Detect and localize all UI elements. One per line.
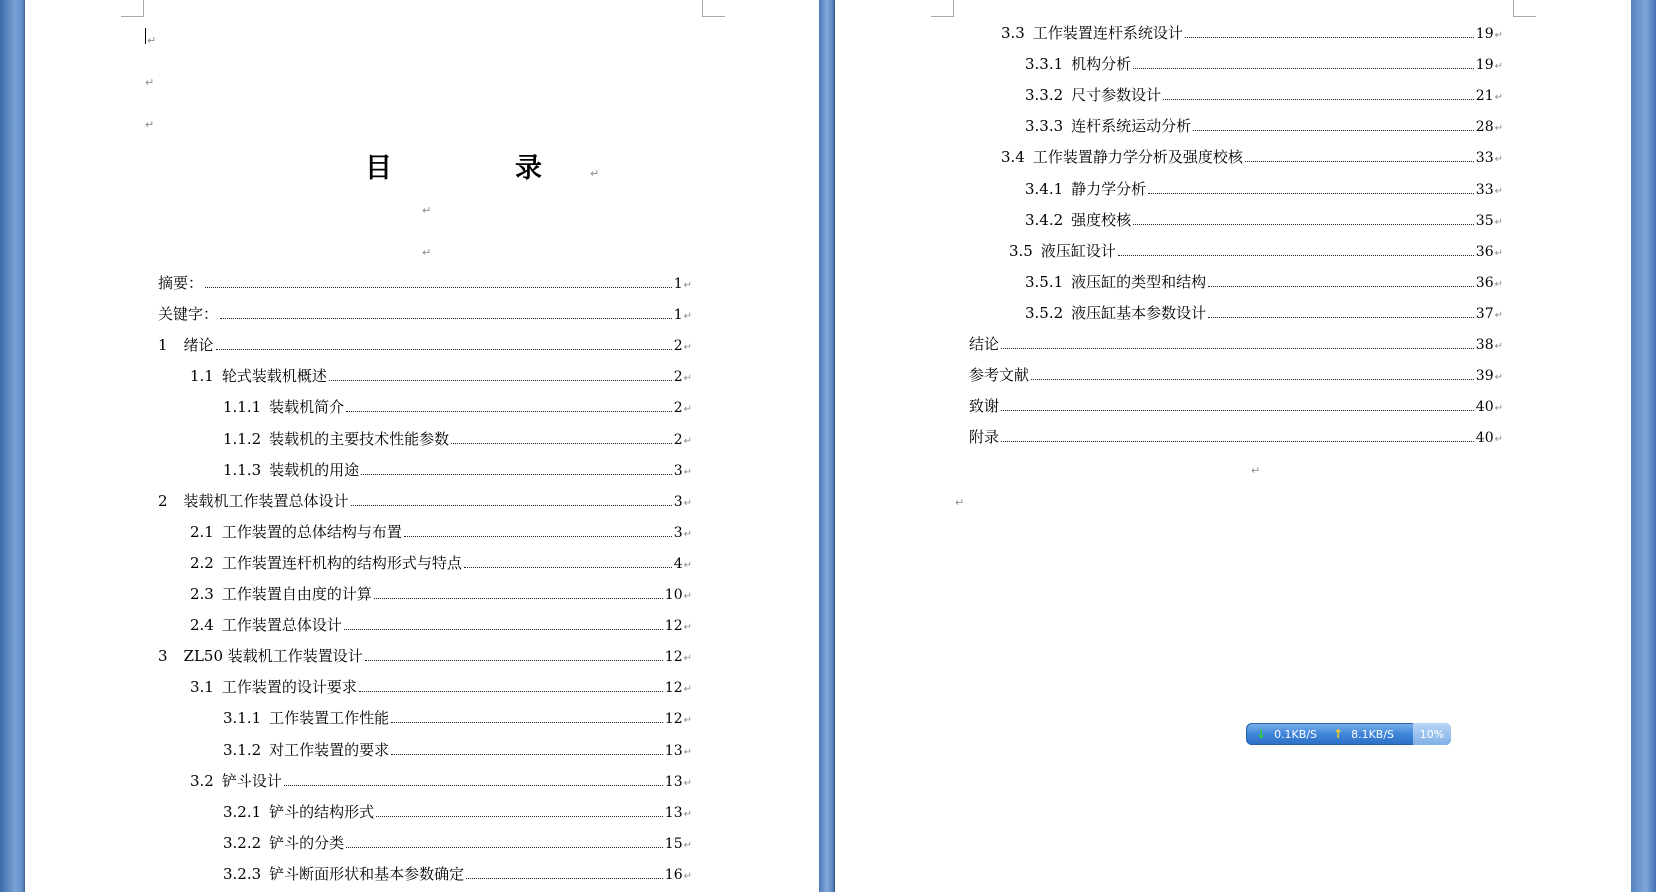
toc-entry-title: 液压缸设计: [1040, 241, 1116, 260]
toc-entry-page: 3: [673, 524, 683, 541]
toc-entry[interactable]: [1025, 209, 1503, 231]
toc-entry[interactable]: [158, 334, 692, 356]
toc-entry-title: 工作装置总体设计: [221, 616, 342, 635]
toc-entry-title: 静力学分析: [1071, 179, 1147, 198]
toc-entry-page: 4: [673, 555, 683, 572]
paragraph-mark: ↵: [683, 653, 692, 665]
paragraph-mark: ↵: [683, 435, 692, 447]
paragraph-mark: ↵: [955, 496, 965, 509]
toc-entry-page: 21: [1475, 88, 1494, 105]
toc-entry-title: 工作装置连杆系统设计: [1032, 24, 1183, 42]
toc-entry-title: 工作装置的设计要求: [221, 678, 357, 697]
paragraph-mark: ↵: [590, 167, 600, 180]
toc-entry-title: 结论: [969, 335, 1000, 353]
toc-entry-page: 39: [1475, 368, 1494, 385]
toc-entry[interactable]: [1009, 240, 1503, 262]
toc-entry-number: 3.5.2: [1025, 303, 1064, 322]
paragraph-mark: ↵: [1494, 30, 1503, 41]
toc-entry-page: 13: [664, 773, 683, 790]
download-speed-value: 0.1KB/S: [1274, 727, 1318, 741]
toc-entry[interactable]: [190, 583, 692, 605]
toc-entry[interactable]: [190, 676, 692, 698]
toc-entry[interactable]: [223, 459, 692, 481]
toc-entry-title: 工作装置连杆机构的结构形式与特点: [221, 553, 462, 572]
toc-dot-leader: [1193, 130, 1474, 131]
toc-entry-title: 铲斗的结构形式: [269, 802, 375, 821]
paragraph-mark: ↵: [1494, 216, 1503, 228]
arrow-down-icon: ↓: [1256, 727, 1267, 741]
paragraph-mark: ↵: [683, 684, 692, 696]
toc-entry[interactable]: [190, 521, 692, 543]
toc-entry[interactable]: [158, 645, 692, 667]
toc-entry-page: 36: [1475, 243, 1494, 260]
paragraph-mark: ↵: [683, 622, 692, 634]
toc-entry-number: 3.2: [190, 771, 214, 790]
toc-dot-leader: [1163, 99, 1474, 100]
document-page-right[interactable]: [835, 0, 1631, 892]
toc-entry-number: 3.1: [190, 678, 214, 697]
toc-entry-page: 19: [1475, 26, 1494, 42]
toc-entry-number: 1.1.2: [223, 429, 262, 448]
toc-entry-page: 15: [664, 835, 683, 852]
workspace-gutter-left: [0, 0, 25, 892]
toc-list-right: [835, 0, 1631, 892]
toc-dot-leader: [464, 567, 672, 568]
document-page-left[interactable]: [25, 0, 819, 892]
toc-entry[interactable]: [190, 365, 692, 387]
toc-dot-leader: [1208, 286, 1474, 287]
toc-entry-page: 13: [664, 804, 683, 821]
toc-dot-leader: [391, 754, 663, 755]
arrow-up-icon: ↑: [1333, 727, 1344, 741]
paragraph-mark: ↵: [683, 466, 692, 478]
toc-dot-leader: [1208, 317, 1474, 318]
toc-dot-leader: [220, 318, 672, 319]
toc-dot-leader: [361, 474, 672, 475]
paragraph-mark: ↵: [1494, 434, 1503, 446]
toc-entry-page: 12: [664, 711, 683, 728]
paragraph-mark: ↵: [1494, 309, 1503, 321]
toc-entry[interactable]: [223, 428, 692, 450]
toc-entry-title: 工作装置自由度的计算: [221, 585, 372, 603]
toc-entry-number: 3.2.2: [223, 833, 262, 852]
toc-entry[interactable]: [158, 303, 692, 325]
paragraph-mark: ↵: [683, 777, 692, 789]
toc-entry-title: 工作装置静力学分析及强度校核: [1032, 148, 1243, 167]
paragraph-mark: ↵: [683, 311, 692, 323]
toc-entry-number: 3.1.2: [223, 740, 262, 759]
toc-entry-number: 2.1: [190, 522, 214, 541]
toc-entry-page: 13: [664, 742, 683, 759]
toc-entry-page: 3: [673, 493, 683, 510]
toc-entry[interactable]: [223, 707, 692, 729]
paragraph-mark: ↵: [683, 808, 692, 820]
toc-entry-page: 37: [1475, 305, 1494, 322]
toc-entry-page: 1: [673, 307, 683, 324]
toc-entry[interactable]: [1025, 302, 1503, 324]
toc-dot-leader: [344, 629, 663, 630]
toc-entry-page: 19: [1475, 57, 1494, 74]
toc-entry[interactable]: [158, 272, 692, 294]
paragraph-mark: ↵: [1494, 154, 1503, 166]
toc-entry-page: 3: [673, 462, 683, 479]
paragraph-mark: ↵: [1494, 123, 1503, 135]
toc-entry[interactable]: [158, 490, 692, 512]
toc-entry[interactable]: [1001, 22, 1503, 44]
toc-entry-title: 液压缸的类型和结构: [1071, 272, 1207, 291]
toc-entry-page: 16: [664, 866, 683, 883]
toc-dot-leader: [365, 660, 663, 661]
toc-entry-page: 2: [673, 431, 683, 448]
toc-dot-leader: [346, 411, 672, 412]
toc-entry-title: 附录: [969, 428, 1000, 447]
paragraph-mark: ↵: [683, 746, 692, 758]
toc-entry-number: 3.2.1: [223, 802, 262, 821]
paragraph-mark: ↵: [422, 246, 432, 259]
toc-entry-title: ZL50 装载机工作装置设计: [183, 647, 363, 666]
toc-entry[interactable]: [190, 552, 692, 574]
toc-entry-page: 12: [664, 618, 683, 635]
toc-dot-leader: [1133, 68, 1474, 69]
paragraph-mark: ↵: [683, 715, 692, 727]
toc-entry[interactable]: [969, 395, 1503, 417]
toc-entry[interactable]: [223, 863, 692, 885]
toc-dot-leader: [1001, 441, 1474, 442]
toc-dot-leader: [351, 505, 672, 506]
toc-entry-title: 对工作装置的要求: [269, 740, 390, 759]
paragraph-mark: ↵: [683, 373, 692, 385]
toc-entry[interactable]: [1025, 178, 1503, 200]
workspace-gutter-right: [1631, 0, 1656, 892]
toc-entry-title: 装载机简介: [269, 398, 345, 417]
toc-dot-leader: [391, 722, 663, 723]
toc-entry-number: 1.1: [190, 367, 214, 386]
paragraph-mark: ↵: [683, 559, 692, 571]
toc-entry-number: 3.2.3: [223, 864, 262, 883]
toc-entry-number: 3.5.1: [1025, 272, 1064, 291]
paragraph-mark: ↵: [683, 280, 692, 291]
paragraph-mark: ↵: [683, 591, 692, 602]
toc-entry[interactable]: [1025, 53, 1503, 75]
toc-dot-leader: [376, 816, 663, 817]
toc-entry[interactable]: [1025, 115, 1503, 137]
toc-entry-page: 2: [673, 369, 683, 386]
toc-entry-page: 36: [1475, 274, 1494, 291]
toc-entry[interactable]: [223, 396, 692, 418]
toc-entry-page: 33: [1475, 181, 1494, 198]
toc-entry-number: 1.1.3: [223, 460, 262, 479]
toc-dot-leader: [329, 380, 672, 381]
toc-entry-title: 绪论: [183, 336, 214, 355]
toc-entry[interactable]: [1025, 271, 1503, 293]
toc-entry-page: 28: [1475, 119, 1494, 136]
toc-dot-leader: [404, 536, 672, 537]
toc-entry-number: 1.1.1: [223, 398, 262, 417]
paragraph-mark: ↵: [145, 118, 155, 131]
toc-entry-title: 装载机工作装置总体设计: [183, 491, 349, 510]
paragraph-mark: ↵: [683, 404, 692, 416]
toc-dot-leader: [1133, 224, 1474, 225]
toc-heading-text: 目 录: [365, 153, 590, 184]
paragraph-mark: ↵: [683, 839, 692, 851]
toc-dot-leader: [1001, 410, 1474, 411]
toc-entry-title: 装载机的主要技术性能参数: [269, 429, 450, 448]
network-speed-widget[interactable]: [1246, 723, 1451, 745]
toc-entry-page: 12: [664, 649, 683, 666]
toc-entry-number: 3.3.2: [1025, 86, 1064, 105]
toc-entry-title: 轮式装载机概述: [221, 367, 327, 386]
toc-entry-page: 1: [673, 276, 683, 292]
toc-entry-page: 35: [1475, 212, 1494, 229]
toc-entry-number: 3.3.3: [1025, 117, 1064, 136]
toc-entry-number: 2: [158, 491, 168, 510]
toc-entry[interactable]: [190, 770, 692, 792]
toc-entry-number: 2.4: [190, 616, 214, 635]
toc-dot-leader: [1031, 379, 1474, 380]
paragraph-mark: ↵: [1494, 61, 1503, 73]
toc-entry-number: 2.3: [190, 585, 214, 603]
toc-entry-page: 38: [1475, 337, 1494, 353]
toc-dot-leader: [466, 878, 663, 879]
toc-entry[interactable]: [223, 801, 692, 823]
toc-list-left: [25, 0, 819, 892]
toc-entry[interactable]: [969, 426, 1503, 448]
toc-entry-number: 3.3: [1001, 24, 1025, 42]
toc-entry-number: 3.1.1: [223, 709, 262, 728]
toc-entry-title: 尺寸参数设计: [1071, 86, 1162, 105]
upload-speed-value: 8.1KB/S: [1351, 727, 1395, 741]
toc-entry-number: 2.2: [190, 553, 214, 572]
toc-entry-number: 3.4: [1001, 148, 1025, 167]
toc-entry-title: 装载机的用途: [269, 460, 360, 479]
paragraph-mark: ↵: [683, 528, 692, 540]
download-speed: [1256, 727, 1317, 741]
toc-entry-page: 33: [1475, 150, 1494, 167]
toc-dot-leader: [1001, 348, 1474, 349]
toc-dot-leader: [1245, 161, 1474, 162]
toc-dot-leader: [1148, 193, 1474, 194]
paragraph-mark: ↵: [422, 204, 432, 217]
toc-entry-number: 3.5: [1009, 241, 1033, 260]
toc-entry[interactable]: [1001, 146, 1503, 168]
toc-entry-page: 40: [1475, 399, 1494, 416]
paragraph-mark: ↵: [147, 34, 157, 47]
paragraph-mark: ↵: [1494, 341, 1503, 352]
toc-entry-title: 关键字：: [158, 305, 219, 324]
toc-entry-number: 3: [158, 647, 168, 666]
toc-entry-title: 铲斗的分类: [269, 833, 345, 852]
toc-entry-title: 强度校核: [1071, 210, 1132, 229]
paragraph-mark: ↵: [1494, 372, 1503, 384]
toc-entry-page: 40: [1475, 430, 1494, 447]
toc-entry-page: 10: [664, 587, 683, 603]
paragraph-mark: ↵: [1494, 278, 1503, 290]
toc-entry-title: 铲斗断面形状和基本参数确定: [269, 864, 465, 883]
paragraph-mark: ↵: [1251, 464, 1261, 477]
toc-entry-title: 液压缸基本参数设计: [1071, 303, 1207, 322]
paragraph-mark: ↵: [683, 497, 692, 509]
toc-dot-leader: [1185, 37, 1474, 38]
paragraph-mark: ↵: [1494, 247, 1503, 259]
toc-entry-page: 2: [673, 400, 683, 417]
upload-speed: [1333, 727, 1394, 741]
toc-entry-number: 3.3.1: [1025, 55, 1064, 74]
toc-entry-title: 连杆系统运动分析: [1071, 117, 1192, 136]
toc-entry[interactable]: [223, 832, 692, 854]
toc-entry-title: 摘要：: [158, 274, 204, 292]
toc-dot-leader: [451, 443, 672, 444]
toc-dot-leader: [374, 598, 663, 599]
paragraph-mark: ↵: [1494, 92, 1503, 104]
toc-entry-page: 12: [664, 680, 683, 697]
paragraph-mark: ↵: [1494, 185, 1503, 197]
toc-entry-page: 2: [673, 338, 683, 355]
toc-entry-title: 机构分析: [1071, 55, 1132, 74]
toc-entry[interactable]: [1025, 84, 1503, 106]
paragraph-mark: ↵: [145, 76, 155, 89]
toc-dot-leader: [346, 847, 663, 848]
page-gap: [819, 0, 835, 892]
paragraph-mark: ↵: [683, 870, 692, 882]
toc-dot-leader: [359, 691, 663, 692]
toc-entry[interactable]: [190, 614, 692, 636]
paragraph-mark: ↵: [683, 342, 692, 354]
toc-entry-title: 工作装置工作性能: [269, 709, 390, 728]
toc-dot-leader: [205, 287, 672, 288]
toc-entry-number: 3.4.2: [1025, 210, 1064, 229]
toc-entry-number: 3.4.1: [1025, 179, 1064, 198]
toc-dot-leader: [284, 785, 663, 786]
toc-entry[interactable]: [969, 364, 1503, 386]
toc-entry-title: 致谢: [969, 397, 1000, 416]
toc-dot-leader: [216, 349, 672, 350]
paragraph-mark: ↵: [1494, 403, 1503, 415]
toc-entry[interactable]: [969, 333, 1503, 355]
toc-entry-title: 工作装置的总体结构与布置: [221, 522, 402, 541]
toc-entry-title: 参考文献: [969, 366, 1030, 385]
toc-dot-leader: [1118, 255, 1474, 256]
toc-entry-title: 铲斗设计: [221, 771, 282, 790]
toc-entry[interactable]: [223, 739, 692, 761]
usage-percent: 10%: [1413, 723, 1451, 745]
toc-entry-number: 1: [158, 336, 168, 355]
